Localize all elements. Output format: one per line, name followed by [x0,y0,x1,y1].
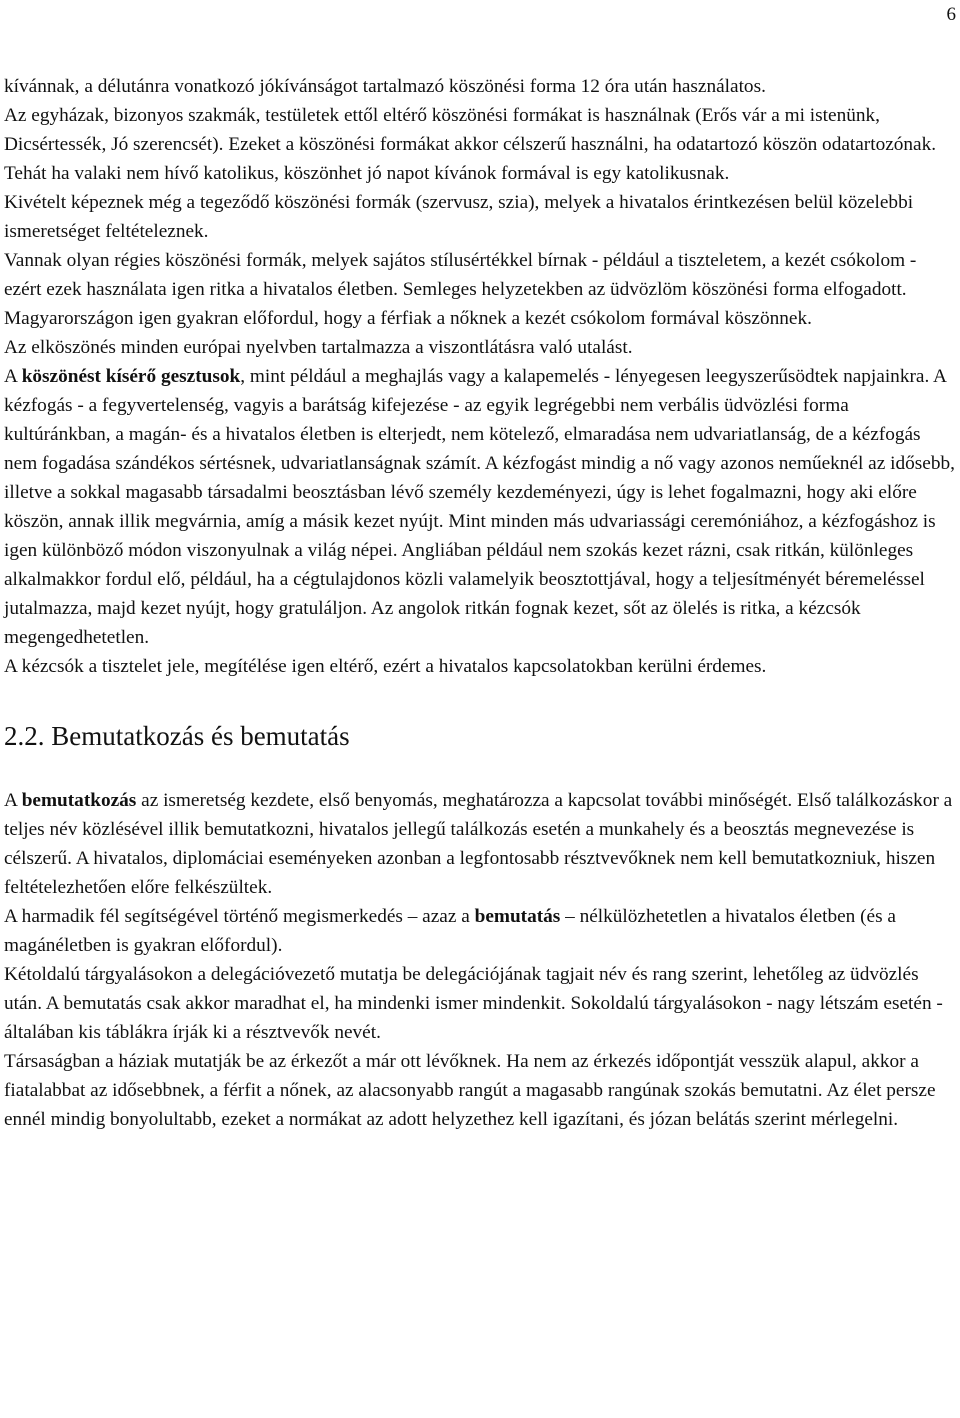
paragraph-greeting-gestures [4,362,956,652]
paragraph-introduction [4,786,956,902]
document-body [4,72,956,1134]
paragraph-hand-kiss: A kézcsók a tisztelet jele, megítélése igen eltérő, ezért a hivatalos kapcsolatokban kerülni érdemes. [4,656,767,677]
text-span: , mint például a meghajlás vagy a kalapemelés - lényegesen leegyszerűsödtek napjainkra. A kézfogás - a fegyvertelenség, vagyis a barátság kifejezése - az egyik legrégebbi nem verbális üdvözlési forma kultúránkban, a magán- és a hivatalos életben is elterjedt, nem kötelező, elmaradása nem udvariatlanság, de a kézfogás nem fogadása szándékos sértésnek, udvariatlanságnak számít. A kézfogást mindig a nő vagy azonos neműeknél az idősebb, illetve a sokkal magasabb társadalmi beosztásban lévő személy kezdeményezi, úgy is lehet fogalmazni, hogy aki előre köszön, annak illik megvárnia, amíg a másik kezet nyújt. Mint minden más udvariassági ceremóniához, a kézfogáshoz is igen különböző módon viszonyulnak a világ népei. Angliában például nem szokás kezet rázni, csak ritkán, különleges alkalmakkor fordul elő, például, ha a cégtulajdonos közli valamelyik beosztottjával, hogy a teljesítményét béremeléssel jutalmazza, majd kezet nyújt, hogy gratuláljon. Az angolok ritkán fognak kezet, sőt az ölelés is ritka, a kézcsók megengedhetetlen. [4,366,955,648]
paragraph-third-party [4,902,956,960]
page-number: 6 [946,4,956,25]
text-span: A [4,366,22,387]
bold-term-presentation: bemutatás [474,906,561,927]
text-span: – nélkülözhetetlen a hivatalos életben (és a magánéletben is gyakran előfordul). [4,906,896,956]
bold-term-introduction: bemutatkozás [21,790,137,811]
bold-term-gestures: köszönést kísérő gesztusok [21,366,241,387]
paragraph-archaic-greetings: Vannak olyan régies köszönési formák, melyek sajátos stílusértékkel bírnak - például a tiszteletem, a kezét csókolom - ezért ezek használata igen ritka a hivatalos életben. Semleges helyzetekben az üdvözlöm köszönési forma elfogadott. Magyarországon igen gyakran előfordul, hogy a férfiak a nőknek a kezét csókolom formával köszönnek. [4,250,917,329]
text-span: az ismeretség kezdete, első benyomás, meghatározza a kapcsolat további minőségét. Első találkozáskor a teljes név közlésével illik bemutatkozni, hivatalos jellegű találkozás esetén a munkahely és a beosztás megnevezése is célszerű. A hivatalos, diplomáciai eseményeken azonban a legfontosabb résztvevőknek nem kell bemutatkozniuk, hiszen feltételezhetően előre felkészültek. [4,790,953,898]
text-span: A harmadik fél segítségével történő megismerkedés – azaz a [4,906,475,927]
paragraph-greeting-afternoon: kívánnak, a délutánra vonatkozó jókívánságot tartalmazó köszönési forma 12 óra után használatos. [4,76,766,97]
paragraph-church-greetings: Az egyházak, bizonyos szakmák, testületek ettől eltérő köszönési formákat is használnak (Erős vár a mi istenünk, Dicsértessék, Jó szerencsét). Ezeket a köszönési formákat akkor célszerű használni, ha odatartozó köszön odatartozónak. Tehát ha valaki nem hívő katolikus, köszönhet jó napot kívánok formával is egy katolikusnak. [4,105,937,184]
paragraph-social-presentation: Társaságban a háziak mutatják be az érkezőt a már ott lévőknek. Ha nem az érkezés időpontját vesszük alapul, akkor a fiatalabbat az idősebbnek, a férfit a nőnek, az alacsonyabb rangút a magasabb rangúnak szokás bemutatni. Az élet persze ennél mindig bonyolultabb, ezeket a normákat az adott helyzethez kell igazítani, és józan belátás szerint mérlegelni. [4,1051,936,1130]
paragraph-negotiations: Kétoldalú tárgyalásokon a delegációvezető mutatja be delegációjának tagjait név és rang szerint, lehetőleg az üdvözlés után. A bemutatás csak akkor maradhat el, ha mindenki ismer mindenkit. Sokoldalú tárgyalásokon - nagy létszám esetén - általában kis táblákra írják ki a résztvevők nevét. [4,964,943,1043]
section-heading: 2.2. Bemutatkozás és bemutatás [4,721,350,751]
text-span: A [4,790,22,811]
paragraph-informal-greetings: Kivételt képeznek még a tegeződő köszönési formák (szervusz, szia), melyek a hivatalos érintkezésen belül közelebbi ismeretséget feltételeznek. [4,192,914,242]
paragraph-farewell: Az elköszönés minden európai nyelvben tartalmazza a viszontlátásra való utalást. [4,337,633,358]
